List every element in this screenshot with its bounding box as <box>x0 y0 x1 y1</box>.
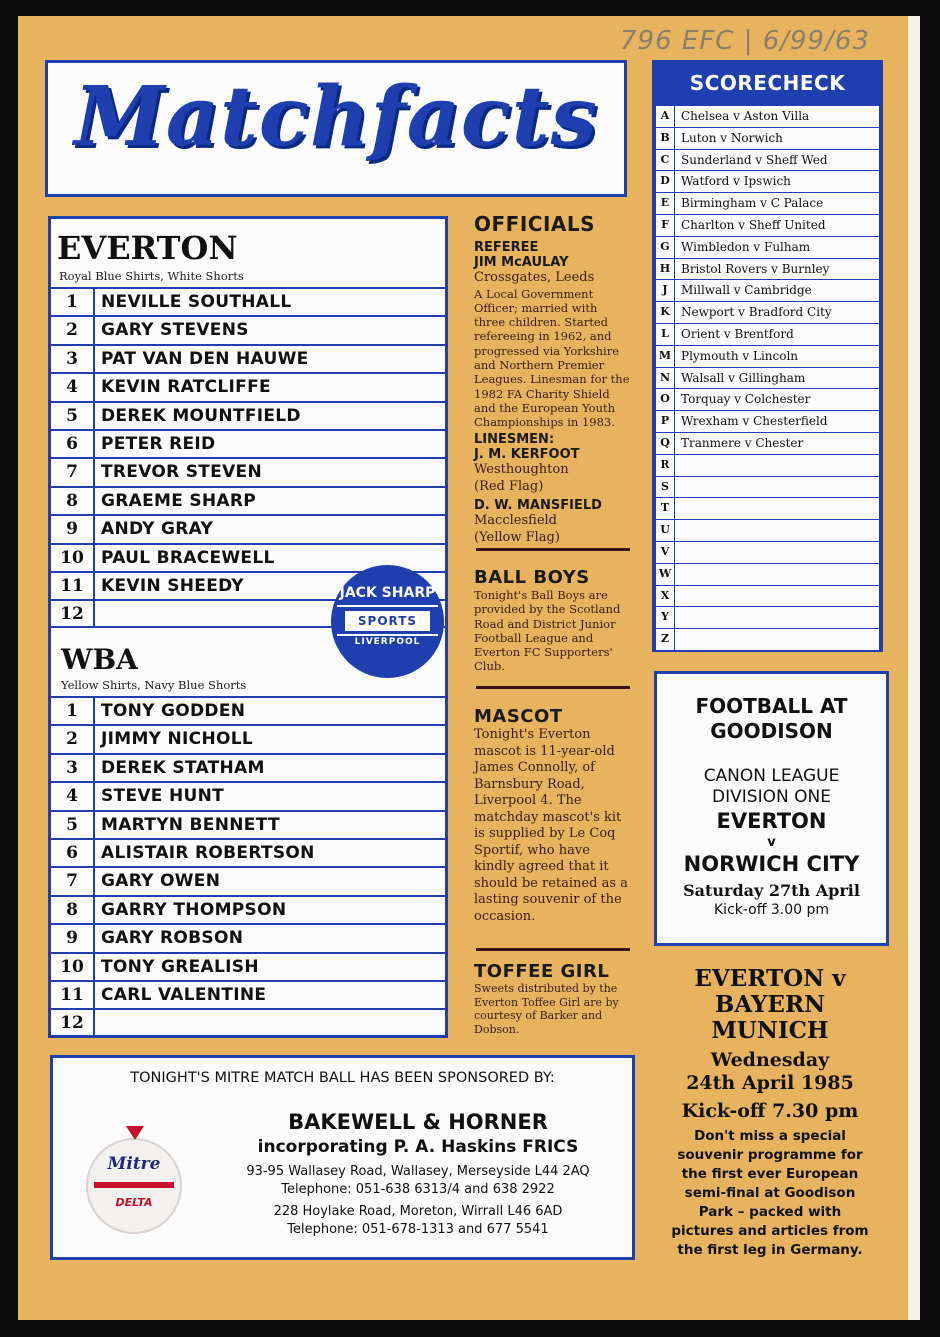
sponsor-address-2: 228 Hoylake Road, Moreton, Wirrall L46 6AD <box>273 1204 563 1219</box>
scorecheck-key: F <box>656 215 675 236</box>
scorecheck-row <box>656 368 879 390</box>
scorecheck-match: Sunderland v Sheff Wed <box>681 152 828 167</box>
scorecheck-row <box>656 215 879 237</box>
scorecheck-match: Charlton v Sheff United <box>681 217 826 232</box>
player-row <box>51 429 445 457</box>
scorecheck-key: G <box>656 237 675 258</box>
shirt-number: 6 <box>51 840 95 866</box>
scorecheck-key: E <box>656 193 675 214</box>
ball-model: DELTA <box>115 1196 153 1209</box>
player-name: ANDY GRAY <box>101 519 214 540</box>
shirt-number: 4 <box>51 783 95 809</box>
shirt-number: 9 <box>51 925 95 951</box>
fixture-date: Saturday 27th April <box>683 881 860 900</box>
fixture-kickoff: Kick-off 3.00 pm <box>714 902 829 918</box>
player-name: STEVE HUNT <box>101 786 224 807</box>
fixture-team-1: EVERTON <box>716 809 827 833</box>
scorecheck-list <box>656 106 879 651</box>
mascot-heading: MASCOT <box>474 706 563 727</box>
scorecheck-match: Watford v Ipswich <box>681 174 791 189</box>
scorecheck-key: J <box>656 280 675 301</box>
player-name: KEVIN RATCLIFFE <box>101 377 271 398</box>
shirt-number: 1 <box>51 698 95 724</box>
player-row <box>51 287 445 315</box>
bayern-text: souvenir programme for <box>677 1147 863 1163</box>
away-player-list <box>51 696 445 1037</box>
linesman1-name: J. M. KERFOOT <box>474 447 580 463</box>
fixture-team-2: NORWICH CITY <box>683 852 860 876</box>
scorecheck-key: O <box>656 389 675 410</box>
shirt-number: 7 <box>51 868 95 894</box>
scorecheck-match: Bristol Rovers v Burnley <box>681 261 830 276</box>
player-row <box>51 315 445 343</box>
bayern-text: semi-final at Goodison <box>684 1185 856 1201</box>
linesman1-town: Westhoughton <box>474 462 569 478</box>
bayern-line-3: MUNICH <box>711 1017 829 1044</box>
linesmen-label: LINESMEN: <box>474 432 555 448</box>
scorecheck-match: Wimbledon v Fulham <box>681 239 811 254</box>
referee-bio: A Local Government Officer; married with three children. Started refereeing in 1962, and progressed via Yorkshire and Northern Premier Leagues. Linesman for the 1982 FA Charity Shield and the European Youth Championships in 1983. <box>474 286 630 430</box>
player-row <box>51 895 445 923</box>
shirt-number: 2 <box>51 317 95 343</box>
scorecheck-match: Wrexham v Chesterfield <box>681 414 828 429</box>
toffee-girl-heading: TOFFEE GIRL <box>474 961 610 982</box>
scorecheck-row <box>656 150 879 172</box>
scorecheck-row <box>656 542 879 564</box>
scorecheck-match: Orient v Brentford <box>681 326 794 341</box>
scorecheck-row <box>656 520 879 542</box>
shirt-number: 1 <box>51 289 95 315</box>
bayern-date: 24th April 1985 <box>686 1072 854 1094</box>
scorecheck-key: Y <box>656 607 675 628</box>
player-row <box>51 724 445 752</box>
player-row <box>51 781 445 809</box>
scorecheck-row <box>656 324 879 346</box>
away-team-colours: Yellow Shirts, Navy Blue Shorts <box>61 678 247 692</box>
mitre-v-mark <box>126 1126 144 1140</box>
sponsor-heading: TONIGHT'S MITRE MATCH BALL HAS BEEN SPONSORED BY: <box>130 1070 555 1086</box>
scorecheck-key: W <box>656 564 675 585</box>
scorecheck-key: U <box>656 520 675 541</box>
player-row <box>51 866 445 894</box>
referee-name: JIM McAULAY <box>474 255 569 270</box>
scorecheck-match: Chelsea v Aston Villa <box>681 109 810 123</box>
scorecheck-match: Plymouth v Lincoln <box>681 348 799 363</box>
toffee-girl-section <box>474 961 632 1036</box>
ball-brand: Mitre <box>107 1154 161 1174</box>
scorecheck-key: S <box>656 477 675 498</box>
divider <box>476 948 630 951</box>
shirt-number: 3 <box>51 755 95 781</box>
scorecheck-row <box>656 259 879 281</box>
scorecheck-key: R <box>656 455 675 476</box>
sponsor-company: BAKEWELL & HORNER <box>288 1110 548 1134</box>
shirt-number: 4 <box>51 374 95 400</box>
ball-boys-section <box>474 567 632 674</box>
jack-sharp-name: JACK SHARP <box>339 585 436 601</box>
title-box <box>45 60 627 197</box>
player-row <box>51 486 445 514</box>
player-row <box>51 810 445 838</box>
player-name: GARRY THOMPSON <box>101 899 287 920</box>
shirt-number: 10 <box>51 545 95 571</box>
player-name: GARY STEVENS <box>101 320 249 341</box>
player-row <box>51 838 445 866</box>
player-name: PAUL BRACEWELL <box>101 547 275 568</box>
away-team-name: WBA <box>61 643 138 676</box>
sponsor-telephone-2: Telephone: 051-678-1313 and 677 5541 <box>287 1222 549 1237</box>
bayern-line-2: BAYERN <box>714 991 826 1018</box>
mascot-section <box>474 706 632 925</box>
player-row <box>51 753 445 781</box>
referee-label: REFEREE <box>474 240 539 255</box>
scorecheck-key: M <box>656 346 675 367</box>
player-name: PAT VAN DEN HAUWE <box>101 348 309 369</box>
scorecheck-row <box>656 389 879 411</box>
fixture-vs: v <box>767 835 776 850</box>
scorecheck-match: Tranmere v Chester <box>681 435 804 450</box>
shirt-number: 11 <box>51 573 95 599</box>
player-row <box>51 514 445 542</box>
scorecheck-row <box>656 106 879 128</box>
player-name: GARY ROBSON <box>101 928 244 949</box>
sponsor-address-1: 93-95 Wallasey Road, Wallasey, Merseyside L44 2AQ <box>246 1164 590 1179</box>
player-row <box>51 1008 445 1036</box>
player-name: GARY OWEN <box>101 871 221 892</box>
shirt-number: 10 <box>51 954 95 980</box>
jack-sharp-sports: SPORTS <box>345 611 430 631</box>
divider <box>476 686 630 689</box>
scorecheck-row <box>656 346 879 368</box>
player-row <box>51 457 445 485</box>
jack-sharp-town: LIVERPOOL <box>354 637 421 647</box>
player-row <box>51 952 445 980</box>
ball-band <box>94 1182 174 1188</box>
scorecheck-match: Walsall v Gillingham <box>681 370 806 385</box>
bayern-day: Wednesday <box>710 1049 830 1071</box>
scorecheck-key: D <box>656 171 675 192</box>
scorecheck-row <box>656 193 879 215</box>
officials-heading: OFFICIALS <box>474 212 596 236</box>
scorecheck-row <box>656 629 879 651</box>
player-row <box>51 696 445 724</box>
scorecheck-row <box>656 411 879 433</box>
shirt-number: 2 <box>51 726 95 752</box>
scorecheck-key: H <box>656 259 675 280</box>
player-name: NEVILLE SOUTHALL <box>101 292 292 312</box>
scorecheck-row <box>656 455 879 477</box>
shirt-number: 7 <box>51 459 95 485</box>
shirt-number: 12 <box>51 1010 95 1034</box>
player-name: KEVIN SHEEDY <box>101 575 244 596</box>
scorecheck-key: B <box>656 128 675 149</box>
scorecheck-row <box>656 433 879 455</box>
player-row <box>51 401 445 429</box>
home-team-name: EVERTON <box>57 229 238 267</box>
shirt-number: 9 <box>51 516 95 542</box>
ball-boys-heading: BALL BOYS <box>474 567 590 588</box>
player-name: GRAEME SHARP <box>101 490 257 511</box>
officials-section <box>474 212 632 546</box>
player-name: JIMMY NICHOLL <box>101 729 253 750</box>
league-name-2: DIVISION ONE <box>712 787 831 807</box>
home-team-colours: Royal Blue Shirts, White Shorts <box>59 269 244 283</box>
scorecheck-match: Millwall v Cambridge <box>681 283 812 298</box>
mascot-text: Tonight's Everton mascot is 11-year-old James Connolly, of Barnsbury Road, Liverpool 4. The matchday mascot's kit is supplied by Le Coq Sportif, who have kindly agreed that it should be retained as a lasting souvenir of the occasion. <box>474 727 628 924</box>
player-name: TONY GODDEN <box>101 701 246 721</box>
scorecheck-row <box>656 302 879 324</box>
sponsor-telephone-1: Telephone: 051-638 6313/4 and 638 2922 <box>281 1182 555 1197</box>
toffee-girl-text: Sweets distributed by the Everton Toffee Girl are by courtesy of Barker and Dobson. <box>474 982 619 1036</box>
shirt-number: 8 <box>51 897 95 923</box>
scorecheck-title: SCORECHECK <box>689 71 846 95</box>
ball-seam <box>337 634 438 636</box>
scorecheck-key: Z <box>656 629 675 650</box>
player-name: TONY GREALISH <box>101 956 259 977</box>
mitre-ball-icon <box>86 1138 182 1234</box>
scorecheck-row <box>656 586 879 608</box>
referee-town: Crossgates, Leeds <box>474 270 595 285</box>
scorecheck-row <box>656 607 879 629</box>
player-name: DEREK STATHAM <box>101 757 265 778</box>
linesman1-flag: (Red Flag) <box>474 478 544 494</box>
shirt-number: 3 <box>51 346 95 372</box>
scorecheck-row <box>656 280 879 302</box>
scorecheck-key: N <box>656 368 675 389</box>
goodison-fixture-box <box>654 671 889 946</box>
scorecheck-key: Q <box>656 433 675 454</box>
scorecheck-match: Luton v Norwich <box>681 130 783 145</box>
bayern-kickoff: Kick-off 7.30 pm <box>681 1100 859 1122</box>
player-name: ALISTAIR ROBERTSON <box>101 842 315 863</box>
scorecheck-key: C <box>656 150 675 171</box>
jack-sharp-logo <box>331 565 444 678</box>
bayern-text: Park – packed with <box>698 1204 842 1220</box>
shirt-number: 5 <box>51 812 95 838</box>
scorecheck-row <box>656 237 879 259</box>
player-name: PETER REID <box>101 433 216 454</box>
shirt-number: 6 <box>51 431 95 457</box>
bayern-text: Don't miss a special <box>694 1128 846 1144</box>
player-name: CARL VALENTINE <box>101 984 267 1005</box>
player-name: MARTYN BENNETT <box>101 814 280 835</box>
scorecheck-key: A <box>656 106 675 127</box>
player-row <box>51 923 445 951</box>
scorecheck-key: K <box>656 302 675 323</box>
linesman2-name: D. W. MANSFIELD <box>474 498 602 514</box>
player-row <box>51 980 445 1008</box>
shirt-number: 5 <box>51 403 95 429</box>
goodison-heading-2: GOODISON <box>710 719 833 743</box>
scorecheck-match: Birmingham v C Palace <box>681 196 824 211</box>
shirt-number: 12 <box>51 601 95 625</box>
scorecheck-match: Torquay v Colchester <box>681 392 811 407</box>
scorecheck-row <box>656 128 879 150</box>
player-name: TREVOR STEVEN <box>101 462 262 483</box>
bayern-text: the first leg in Germany. <box>677 1242 863 1258</box>
linesman2-town: Macclesfield <box>474 513 557 529</box>
scorecheck-row <box>656 498 879 520</box>
league-name-1: CANON LEAGUE <box>703 766 840 786</box>
ball-boys-text: Tonight's Ball Boys are provided by the Scotland Road and District Junior Football League and Everton FC Supporters' Club. <box>474 588 621 674</box>
scorecheck-key: X <box>656 586 675 607</box>
shirt-number: 8 <box>51 488 95 514</box>
scorecheck-box <box>652 60 883 652</box>
goodison-heading-1: FOOTBALL AT <box>695 694 848 718</box>
linesman2-flag: (Yellow Flag) <box>474 529 560 545</box>
archive-note: 796 EFC | 6/99/63 <box>620 26 870 56</box>
bayern-line-1: EVERTON v <box>694 965 846 992</box>
scorecheck-match: Newport v Bradford City <box>681 305 832 320</box>
page-title: Matchfacts <box>74 69 598 165</box>
player-name: DEREK MOUNTFIELD <box>101 405 301 426</box>
scorecheck-key: L <box>656 324 675 345</box>
shirt-number: 11 <box>51 982 95 1008</box>
bayern-text: the first ever European <box>681 1166 859 1182</box>
divider <box>476 548 630 551</box>
scorecheck-row <box>656 477 879 499</box>
scorecheck-key: P <box>656 411 675 432</box>
scorecheck-key: T <box>656 498 675 519</box>
player-row <box>51 344 445 372</box>
scorecheck-row <box>656 171 879 193</box>
sponsor-incorporating: incorporating P. A. Haskins FRICS <box>257 1137 579 1157</box>
ball-seam <box>337 605 438 607</box>
scorecheck-row <box>656 564 879 586</box>
bayern-text: pictures and articles from <box>671 1223 869 1239</box>
player-row <box>51 372 445 400</box>
scorecheck-key: V <box>656 542 675 563</box>
